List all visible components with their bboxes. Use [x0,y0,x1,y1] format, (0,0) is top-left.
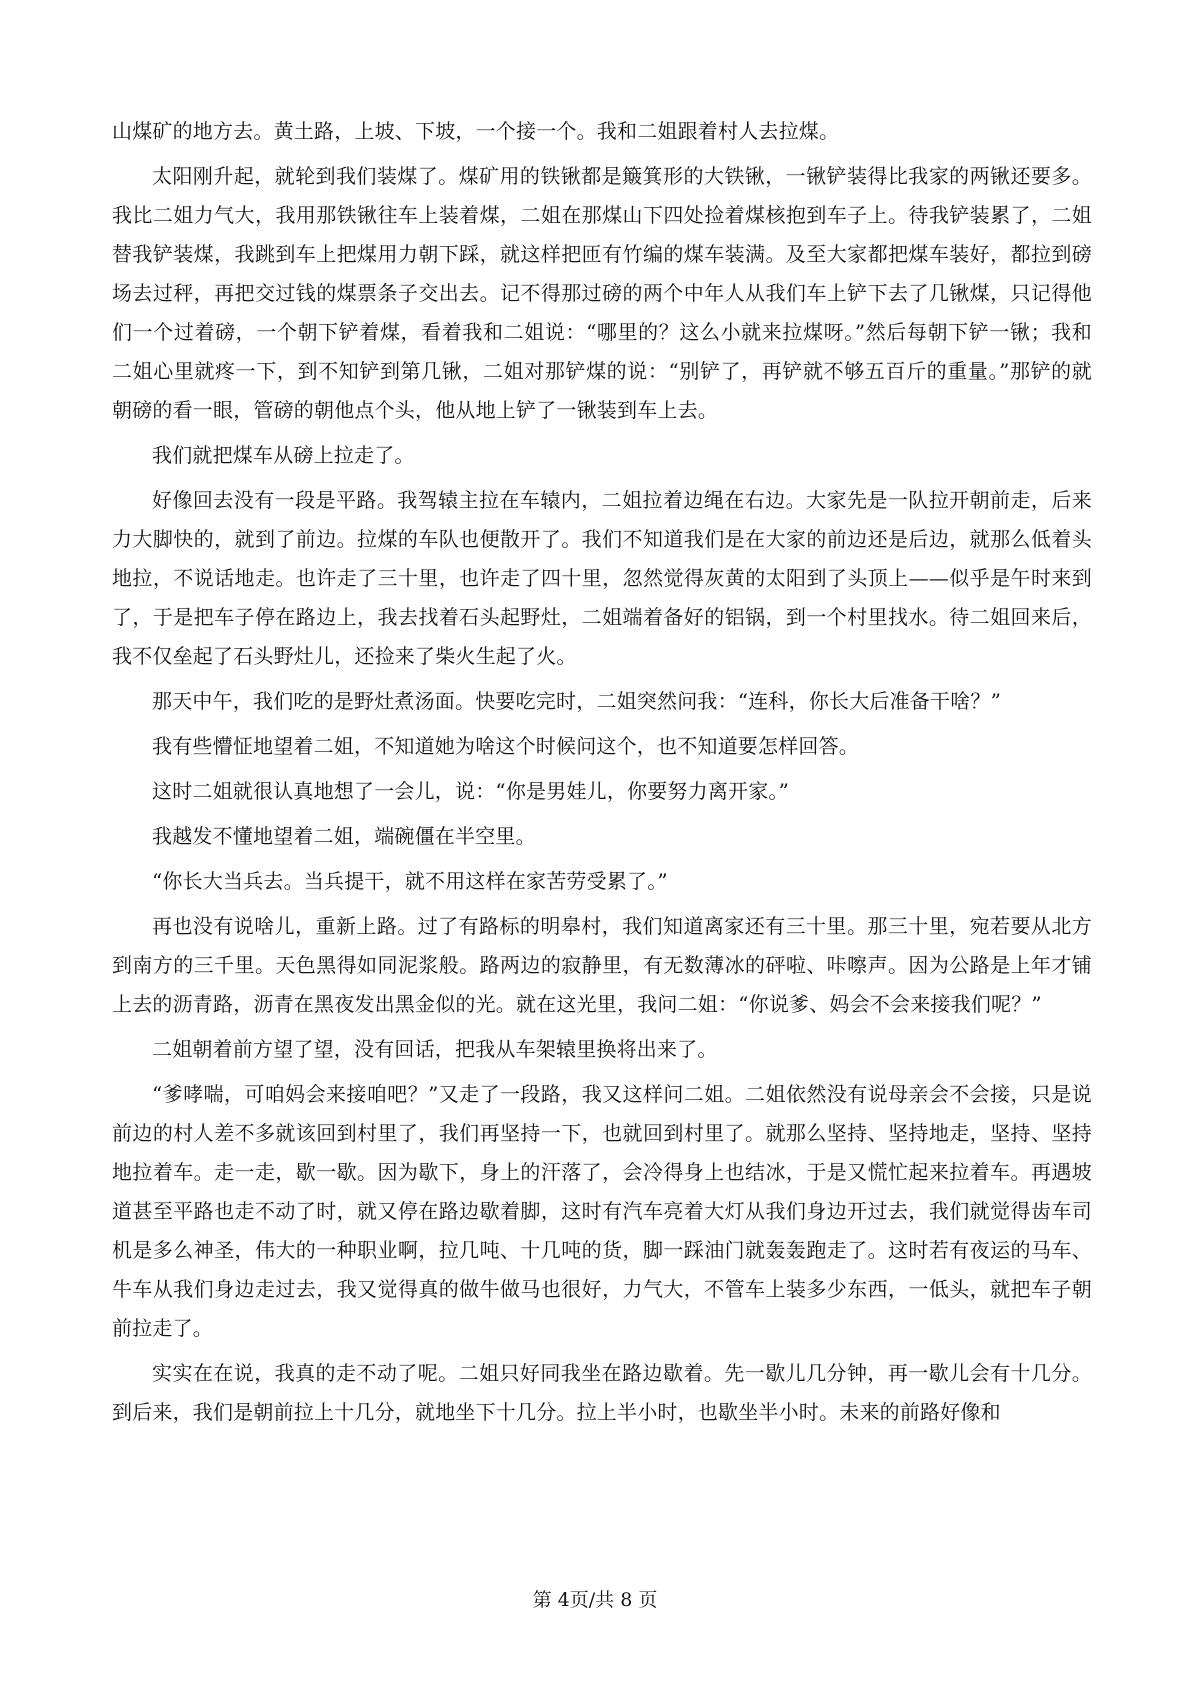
paragraph-2: 太阳刚升起，就轮到我们装煤了。煤矿用的铁锹都是簸箕形的大铁锹，一锹铲装得比我家的两锹还要多。我比二姐力气大，我用那铁锹往车上装着煤，二姐在那煤山下四处捡着煤核抱到车子上。待我铲装累了，二姐替我铲装煤，我跳到车上把煤用力朝下踩，就这样把匝有竹编的煤车装满。及至大家都把煤车装好，都拉到磅场去过秤，再把交过钱的煤票条子交出去。记不得那过磅的两个中年人从我们车上铲下去了几锹煤，只记得他们一个过着磅，一个朝下铲着煤，看着我和二姐说：“哪里的？这么小就来拉煤呀。”然后每朝下铲一锹；我和二姐心里就疼一下，到不知铲到第几锹，二姐对那铲煤的说：“别铲了，再铲就不够五百斤的重量。”那铲的就朝磅的看一眼，管磅的朝他点个头，他从地上铲了一锹装到车上去。 [112,164,1092,422]
paragraph-11: 二姐朝着前方望了望，没有回话，把我从车架辕里换将出来了。 [152,1037,718,1061]
paragraph-4: 好像回去没有一段是平路。我驾辕主拉在车辕内，二姐拉着边绳在右边。大家先是一队拉开朝前走，后来力大脚快的，就到了前边。拉煤的车队也便散开了。我们不知道我们是在大家的前边还是后边，就那么低着头地拉，不说话地走。也许走了三十里，也许走了四十里，忽然觉得灰黄的太阳到了头顶上——似乎是午时来到了，于是把车子停在路边上，我去找着石头起野灶，二姐端着备好的铝锅，到一个村里找水。待二姐回来后，我不仅垒起了石头野灶儿，还捡来了柴火生起了火。 [112,488,1092,668]
paragraph-7: 这时二姐就很认真地想了一会儿，说：“你是男娃儿，你要努力离开家。” [152,779,790,803]
paragraph-1: 山煤矿的地方去。黄土路，上坡、下坡，一个接一个。我和二姐跟着村人去拉煤。 [112,119,840,143]
paragraph-13: 实实在在说，我真的走不动了呢。二姐只好同我坐在路边歇着。先一歇儿几分钟，再一歇儿会有十几分。到后来，我们是朝前拉上十几分，就地坐下十几分。拉上半小时，也歇坐半小时。未来的前路好像和 [112,1361,1092,1424]
page-number: 第 4页/共 8 页 [532,1589,658,1611]
paragraph-5: 那天中午，我们吃的是野灶煮汤面。快要吃完时，二姐突然问我：“连科，你长大后准备干啥？” [152,689,1002,713]
paragraph-9: “你长大当兵去。当兵提干，就不用这样在家苦劳受累了。” [152,869,668,893]
body-text [112,112,1092,1438]
paragraph-6: 我有些懵怔地望着二姐，不知道她为啥这个时候问这个，也不知道要怎样回答。 [152,734,859,758]
paragraph-12: “爹哮喘，可咱妈会来接咱吧？”又走了一段路，我又这样问二姐。二姐依然没有说母亲会不会接，只是说前边的村人差不多就该回到村里了，我们再坚持一下，也就回到村里了。就那么坚持、坚持地走，坚持、坚持地拉着车。走一走，歇一歇。因为歇下，身上的汗落了，会冷得身上也结冰，于是又慌忙起来拉着车。再遇坡道甚至平路也走不动了时，就又停在路边歇着脚，这时有汽车亮着大灯从我们身边开过去，我们就觉得齿车司机是多么神圣，伟大的一种职业啊，拉几吨、十几吨的货，脚一踩油门就轰轰跑走了。这时若有夜运的马车、牛车从我们身边走过去，我又觉得真的做牛做马也很好，力气大，不管车上装多少东西，一低头，就把车子朝前拉走了。 [112,1082,1092,1340]
paragraph-8: 我越发不懂地望着二姐，端碗僵在半空里。 [152,824,536,848]
paragraph-3: 我们就把煤车从磅上拉走了。 [152,443,415,467]
paragraph-10: 再也没有说啥儿，重新上路。过了有路标的明皋村，我们知道离家还有三十里。那三十里，宛若要从北方到南方的三千里。天色黑得如同泥浆般。路两边的寂静里，有无数薄冰的砰啦、咔嚓声。因为公路是上年才铺上去的沥青路，沥青在黑夜发出黑金似的光。就在这光里，我问二姐：“你说爹、妈会不会来接我们呢？” [112,914,1092,1016]
